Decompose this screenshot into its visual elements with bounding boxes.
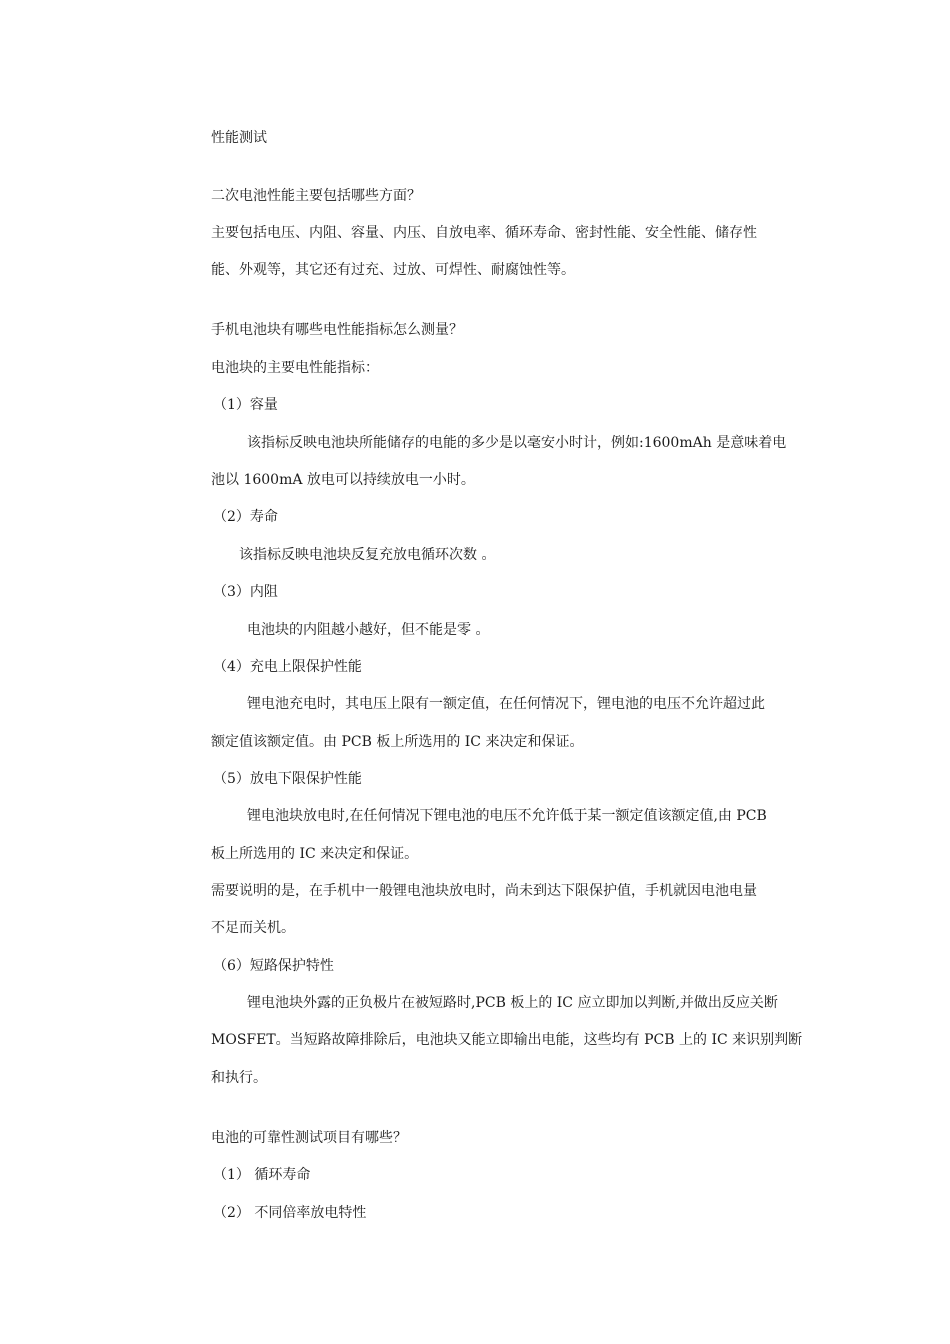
paragraph-line: 需要说明的是，在手机中一般锂电池块放电时，尚未到达下限保护值，手机就因电池电量 bbox=[211, 883, 757, 899]
list-item-label: （5）放电下限保护性能 bbox=[213, 771, 362, 787]
paragraph-line: 板上所选用的 IC 来决定和保证。 bbox=[211, 846, 419, 862]
paragraph-line: 电池块的内阻越小越好，但不能是零 。 bbox=[247, 622, 490, 638]
section-intro: 电池块的主要电性能指标： bbox=[211, 360, 379, 376]
paragraph-line: 主要包括电压、内阻、容量、内压、自放电率、循环寿命、密封性能、安全性能、储存性 bbox=[211, 225, 757, 241]
paragraph-line: 能、外观等，其它还有过充、过放、可焊性、耐腐蚀性等。 bbox=[211, 262, 575, 278]
paragraph-line: 该指标反映电池块反复充放电循环次数 。 bbox=[239, 547, 496, 563]
paragraph-line: MOSFET。当短路故障排除后，电池块又能立即输出电能，这些均有 PCB 上的 IC 来识别判断 bbox=[211, 1032, 803, 1048]
list-item-label: （3）内阻 bbox=[213, 584, 278, 600]
list-item-label: （2） 不同倍率放电特性 bbox=[213, 1205, 367, 1221]
list-item-label: （4）充电上限保护性能 bbox=[213, 659, 362, 675]
paragraph-line: 和执行。 bbox=[211, 1070, 267, 1086]
paragraph-line: 锂电池块放电时,在任何情况下锂电池的电压不允许低于某一额定值该额定值,由 PCB bbox=[247, 808, 767, 824]
list-item-label: （1） 循环寿命 bbox=[213, 1167, 311, 1183]
list-item-label: （6）短路保护特性 bbox=[213, 958, 334, 974]
section-question: 电池的可靠性测试项目有哪些？ bbox=[211, 1130, 407, 1146]
paragraph-line: 池以 1600mA 放电可以持续放电一小时。 bbox=[211, 472, 475, 488]
paragraph-line: 该指标反映电池块所能储存的电能的多少是以毫安小时计，例如:1600mAh 是意味着电 bbox=[247, 435, 787, 451]
list-item-label: （1）容量 bbox=[213, 397, 278, 413]
paragraph-line: 不足而关机。 bbox=[211, 920, 295, 936]
list-item-label: （2）寿命 bbox=[213, 509, 278, 525]
paragraph-line: 锂电池充电时，其电压上限有一额定值，在任何情况下，锂电池的电压不允许超过此 bbox=[247, 696, 765, 712]
paragraph-line: 额定值该额定值。由 PCB 板上所选用的 IC 来决定和保证。 bbox=[211, 734, 584, 750]
page-title: 性能测试 bbox=[211, 130, 267, 146]
section-question: 手机电池块有哪些电性能指标怎么测量？ bbox=[211, 322, 463, 338]
section-question: 二次电池性能主要包括哪些方面？ bbox=[211, 188, 421, 204]
paragraph-line: 锂电池块外露的正负极片在被短路时,PCB 板上的 IC 应立即加以判断,并做出反应关断 bbox=[247, 995, 778, 1011]
